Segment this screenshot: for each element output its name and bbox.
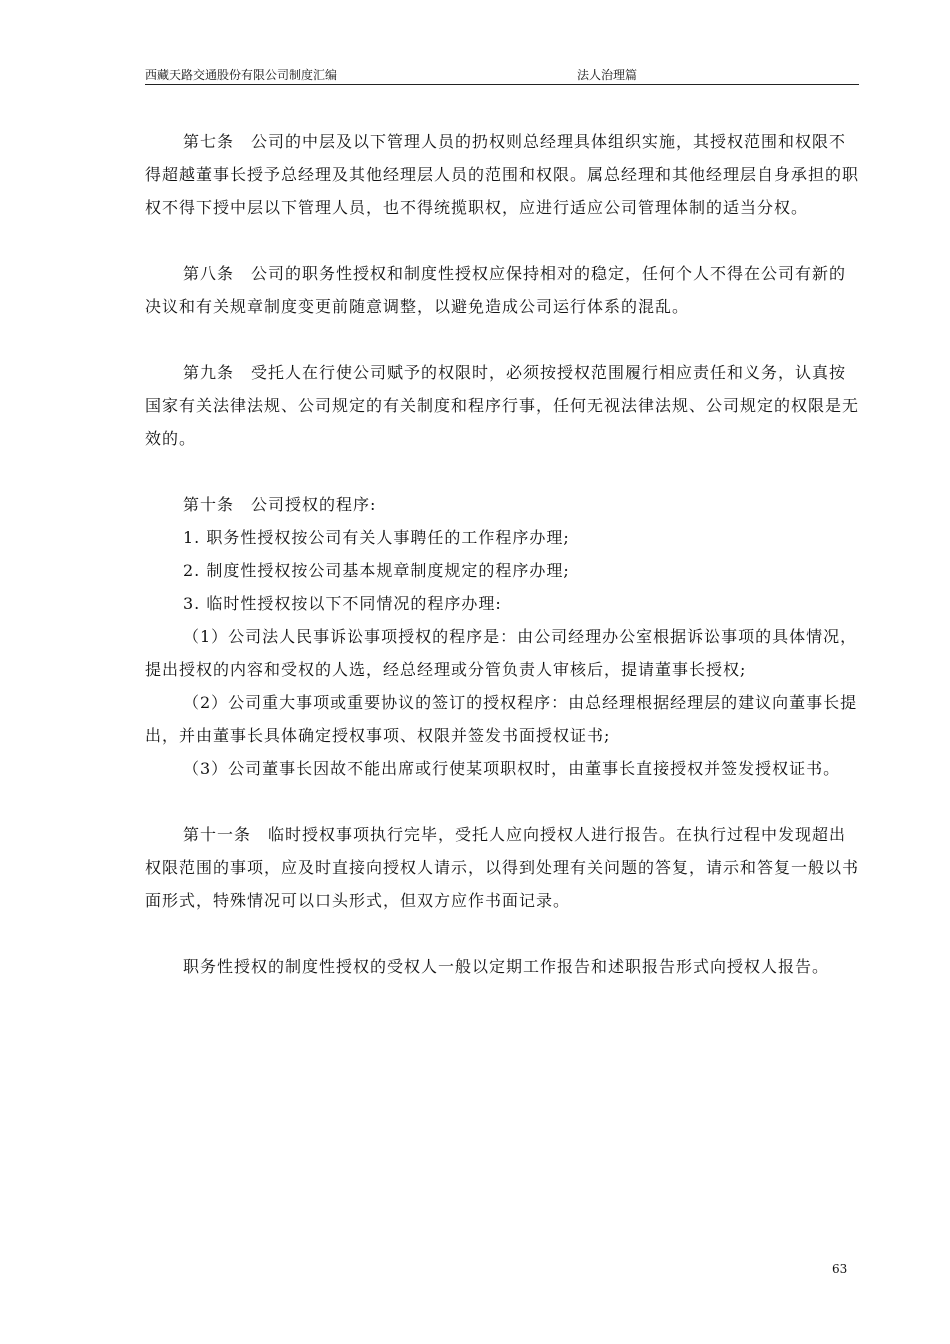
article-10-item-2: 2. 制度性授权按公司基本规章制度规定的程序办理; xyxy=(183,561,570,580)
header-document-title: 西藏天路交通股份有限公司制度汇编 xyxy=(145,68,338,82)
article-10-item-3: 3. 临时性授权按以下不同情况的程序办理: xyxy=(183,594,502,613)
spacer xyxy=(145,323,859,356)
spacer xyxy=(145,455,859,488)
document-body xyxy=(145,125,859,983)
article-7: 第七条 公司的中层及以下管理人员的扔权则总经理具体组织实施，其授权范围和权限不得超越董事长授予总经理及其他经理层人员的范围和权限。属总经理和其他经理层自身承担的职权不得下授中层以下管理人员，也不得统揽职权，应进行适应公司管理体制的适当分权。 xyxy=(145,132,860,217)
article-10-item-1: 1. 职务性授权按公司有关人事聘任的工作程序办理; xyxy=(183,528,570,547)
spacer xyxy=(145,917,859,950)
article-9: 第九条 受托人在行使公司赋予的权限时，必须按授权范围履行相应责任和义务，认真按国家有关法律法规、公司规定的有关制度和程序行事，任何无视法律法规、公司规定的权限是无效的。 xyxy=(145,363,860,448)
article-11: 第十一条 临时授权事项执行完毕，受托人应向授权人进行报告。在执行过程中发现超出权限范围的事项，应及时直接向授权人请示，以得到处理有关问题的答复，请示和答复一般以书面形式，特殊情况可以口头形式，但双方应作书面记录。 xyxy=(145,825,860,910)
spacer xyxy=(145,785,859,818)
page-number: 63 xyxy=(832,1262,848,1276)
article-8: 第八条 公司的职务性授权和制度性授权应保持相对的稳定，任何个人不得在公司有新的决议和有关规章制度变更前随意调整，以避免造成公司运行体系的混乱。 xyxy=(145,264,847,316)
article-10-sub-2: （2）公司重大事项或重要协议的签订的授权程序：由总经理根据经理层的建议向董事长提出，并由董事长具体确定授权事项、权限并签发书面授权证书; xyxy=(145,693,858,745)
article-10-title: 第十条 公司授权的程序: xyxy=(183,495,377,514)
closing-paragraph: 职务性授权的制度性授权的受权人一般以定期工作报告和述职报告形式向授权人报告。 xyxy=(183,957,830,976)
article-10-sub-1: （1）公司法人民事诉讼事项授权的程序是：由公司经理办公室根据诉讼事项的具体情况，提出授权的内容和受权的人选，经总经理或分管负责人审核后，提请董事长授权; xyxy=(145,627,858,679)
spacer xyxy=(145,224,859,257)
header-section-title: 法人治理篇 xyxy=(577,68,638,82)
page-header xyxy=(145,68,859,85)
article-10-sub-3: （3）公司董事长因故不能出席或行使某项职权时，由董事长直接授权并签发授权证书。 xyxy=(183,759,841,778)
